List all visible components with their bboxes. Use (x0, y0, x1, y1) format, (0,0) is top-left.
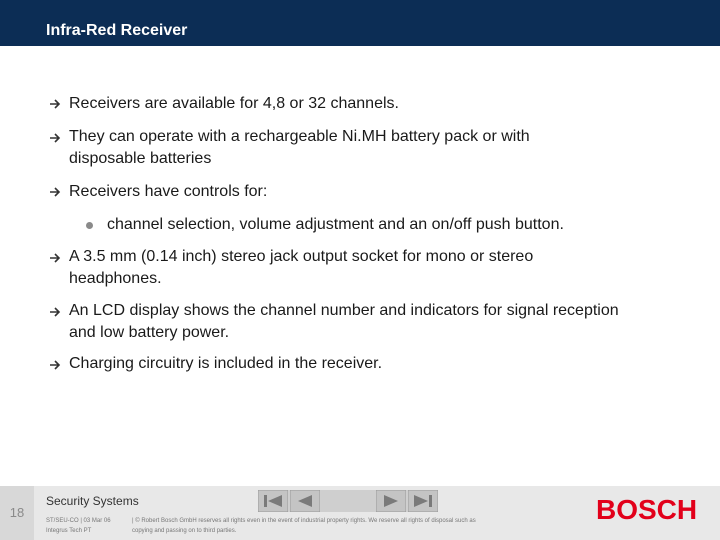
bosch-logo: BOSCH (596, 494, 698, 525)
arrow-bullet-icon (49, 305, 63, 319)
last-slide-icon[interactable] (408, 490, 438, 512)
bullet-item: Receivers have controls for: (69, 183, 268, 200)
footer-meta: ST/SEU-CO | 03 Mar 06 Integrus Tech PT (46, 518, 111, 534)
page-number: 18 (9, 505, 25, 520)
footer-company: Security Systems (46, 494, 139, 508)
footer-legal: | © Robert Bosch GmbH reserves all rights even in the event of industrial property rights. We reserve all rights of disposal such as copying and passing on to third parties. (132, 518, 476, 534)
bullet-item: A 3.5 mm (0.14 inch) stereo jack output socket for mono or stereo headphones. (69, 248, 534, 287)
arrow-bullet-icon (49, 97, 63, 111)
first-slide-icon[interactable] (258, 490, 288, 512)
arrow-bullet-icon (49, 358, 63, 372)
slide-title: Infra-Red Receiver (46, 22, 188, 39)
next-slide-icon[interactable] (376, 490, 406, 512)
bullet-item: They can operate with a rechargeable Ni.MH battery pack or with disposable batteries (69, 128, 530, 167)
bullet-item: Charging circuitry is included in the receiver. (69, 355, 383, 372)
previous-slide-icon[interactable] (290, 490, 320, 512)
sub-bullet-dot (86, 222, 93, 229)
arrow-bullet-icon (49, 131, 63, 145)
sub-bullet-item: channel selection, volume adjustment and an on/off push button. (107, 216, 564, 233)
page-number-box (0, 486, 34, 540)
arrow-bullet-icon (49, 185, 63, 199)
bullet-item: Receivers are available for 4,8 or 32 channels. (69, 95, 399, 112)
bullet-item: An LCD display shows the channel number and indicators for signal reception and low battery power. (69, 302, 619, 341)
arrow-bullet-icon (49, 251, 63, 265)
